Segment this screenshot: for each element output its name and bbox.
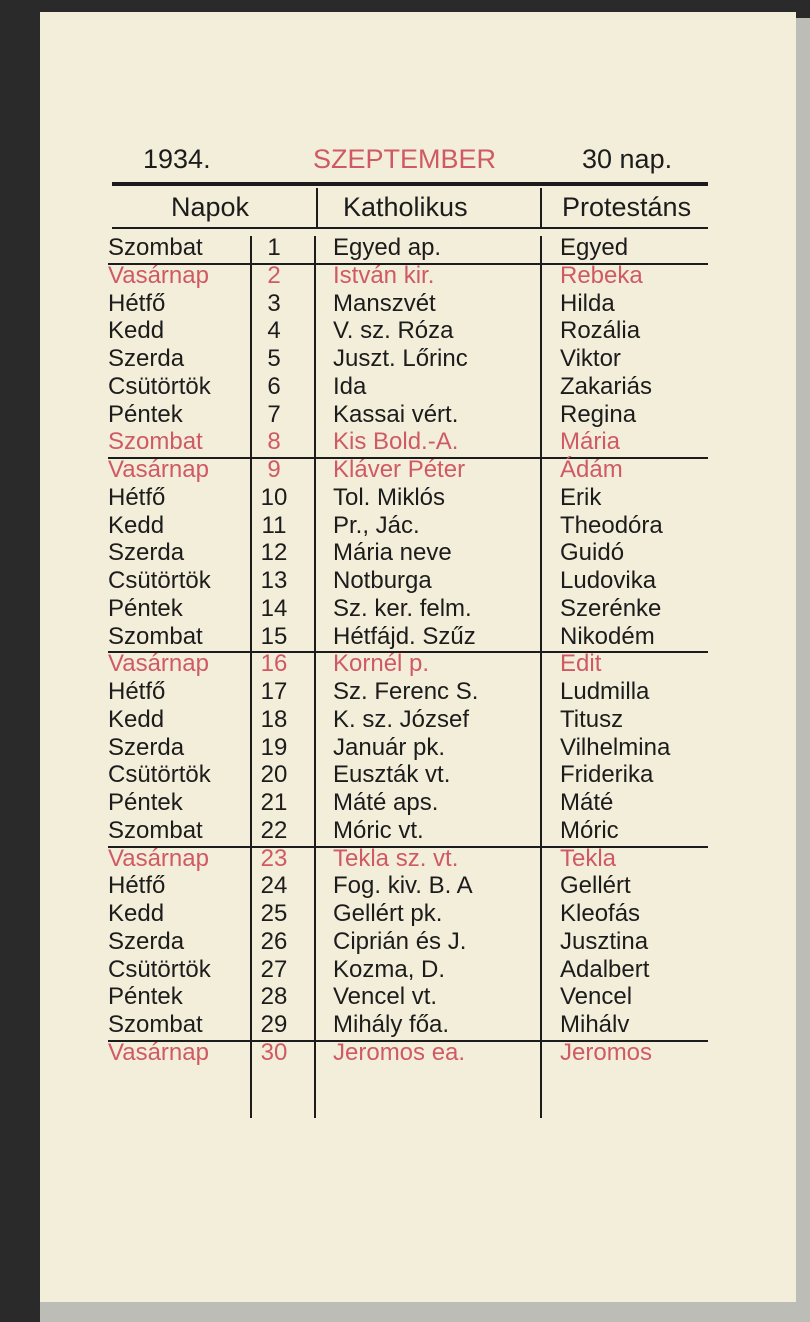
protestant-name: Friderika: [560, 761, 654, 788]
protestant-name: Tekla: [560, 845, 617, 872]
protestant-name: Máté: [560, 789, 614, 816]
table-row: [0, 456, 810, 484]
day-name: Kedd: [108, 512, 165, 539]
catholic-saint: Egyed ap.: [333, 234, 442, 261]
table-row: [0, 706, 810, 734]
table-row: [0, 373, 810, 401]
table-row: [0, 262, 810, 290]
day-number: 17: [260, 678, 288, 705]
protestant-name: Erik: [560, 484, 602, 511]
catholic-saint: Kis Bold.-A.: [333, 428, 459, 455]
day-name: Vasárnap: [108, 1039, 209, 1066]
protestant-name: Vencel: [560, 983, 633, 1010]
table-row: [0, 983, 810, 1011]
table-row: [0, 567, 810, 595]
catholic-saint: Euszták vt.: [333, 761, 451, 788]
day-number: 19: [260, 734, 288, 761]
table-row: [0, 317, 810, 345]
day-number: 28: [260, 983, 288, 1010]
table-row: [0, 345, 810, 373]
catholic-saint: Jeromos ea.: [333, 1039, 466, 1066]
day-name: Szombat: [108, 1011, 203, 1038]
day-number: 18: [260, 706, 288, 733]
catholic-saint: Pr., Jác.: [333, 512, 420, 539]
header-rule: [112, 182, 708, 186]
protestant-name: Rebeka: [560, 262, 643, 289]
day-number: 15: [260, 623, 288, 650]
day-number: 11: [261, 512, 287, 539]
day-number: 27: [260, 956, 288, 983]
protestant-name: Rozália: [560, 317, 641, 344]
day-name: Kedd: [108, 900, 165, 927]
month-title: SZEPTEMBER: [313, 144, 497, 174]
day-number: 9: [267, 456, 281, 483]
protestant-name: Ádám: [560, 456, 623, 483]
day-name: Szombat: [108, 623, 203, 650]
day-name: Szerda: [108, 539, 185, 566]
day-number: 16: [260, 650, 288, 677]
day-name: Csütörtök: [108, 761, 211, 788]
catholic-saint: Kornél p.: [333, 650, 430, 677]
protestant-name: Kleofás: [560, 900, 641, 927]
day-name: Vasárnap: [108, 650, 209, 677]
day-name: Hétfő: [108, 484, 166, 511]
table-row: [0, 539, 810, 567]
day-number: 5: [267, 345, 281, 372]
table-row: [0, 512, 810, 540]
day-name: Szombat: [108, 817, 203, 844]
day-name: Csütörtök: [108, 373, 211, 400]
catholic-saint: Máté aps.: [333, 789, 439, 816]
protestant-name: Titusz: [560, 706, 624, 733]
catholic-saint: Gellért pk.: [333, 900, 443, 927]
header-divider-1: [316, 188, 318, 228]
table-row: [0, 1011, 810, 1039]
table-row: [0, 595, 810, 623]
catholic-saint: Ida: [333, 373, 367, 400]
day-name: Szombat: [108, 428, 203, 455]
day-name: Péntek: [108, 983, 183, 1010]
day-name: Hétfő: [108, 290, 166, 317]
protestant-name: Jusztina: [560, 928, 649, 955]
day-number: 25: [260, 900, 288, 927]
catholic-saint: Móric vt.: [333, 817, 424, 844]
catholic-saint: Sz. Ferenc S.: [333, 678, 479, 705]
table-row: [0, 428, 810, 456]
day-number: 6: [267, 373, 281, 400]
protestant-name: Nikodém: [560, 623, 655, 650]
day-number: 30: [260, 1039, 288, 1066]
day-name: Szerda: [108, 734, 185, 761]
protestant-name: Vilhelmina: [560, 734, 671, 761]
table-row: [0, 678, 810, 706]
table-row: [0, 623, 810, 651]
protestant-name: Egyed: [560, 234, 629, 261]
day-number: 1: [267, 234, 281, 261]
day-name: Péntek: [108, 401, 183, 428]
day-number: 2: [267, 262, 281, 289]
protestant-name: Ludovika: [560, 567, 657, 594]
column-header-catholic: Katholikus: [343, 192, 468, 222]
protestant-name: Regina: [560, 401, 637, 428]
page-edge-bottom: [40, 1302, 810, 1322]
column-header-protestant: Protestáns: [562, 192, 692, 222]
day-name: Csütörtök: [108, 567, 211, 594]
day-name: Vasárnap: [108, 845, 209, 872]
catholic-saint: Fog. kiv. B. A: [333, 872, 473, 899]
protestant-name: Edit: [560, 650, 602, 677]
table-row: [0, 234, 810, 262]
catholic-saint: Mária neve: [333, 539, 452, 566]
catholic-saint: Mihály főa.: [333, 1011, 450, 1038]
day-number: 14: [260, 595, 288, 622]
protestant-name: Szerénke: [560, 595, 662, 622]
protestant-name: Ludmilla: [560, 678, 650, 705]
table-row: [0, 956, 810, 984]
column-header-days: Napok: [171, 192, 250, 222]
catholic-saint: Január pk.: [333, 734, 446, 761]
catholic-saint: K. sz. József: [333, 706, 470, 733]
catholic-saint: Sz. ker. felm.: [333, 595, 472, 622]
day-name: Péntek: [108, 595, 183, 622]
protestant-name: Zakariás: [560, 373, 653, 400]
table-row: [0, 817, 810, 845]
day-number: 4: [267, 317, 281, 344]
protestant-name: Gellért: [560, 872, 631, 899]
table-row: [0, 900, 810, 928]
table-row: [0, 928, 810, 956]
catholic-saint: Notburga: [333, 567, 432, 594]
protestant-name: Viktor: [560, 345, 621, 372]
catholic-saint: Hétfájd. Szűz: [333, 623, 476, 650]
day-name: Péntek: [108, 789, 183, 816]
year-label: 1934.: [143, 144, 211, 174]
days-count-label: 30 nap.: [582, 144, 673, 174]
protestant-name: Adalbert: [560, 956, 650, 983]
day-name: Vasárnap: [108, 456, 209, 483]
table-row: [0, 290, 810, 318]
day-number: 7: [267, 401, 281, 428]
table-row: [0, 872, 810, 900]
catholic-saint: Kláver Péter: [333, 456, 466, 483]
catholic-saint: Tol. Miklós: [333, 484, 446, 511]
day-number: 24: [260, 872, 288, 899]
catholic-saint: Manszvét: [333, 290, 436, 317]
day-number: 12: [260, 539, 288, 566]
day-name: Kedd: [108, 317, 165, 344]
protestant-name: Mária: [560, 428, 621, 455]
table-row: [0, 484, 810, 512]
column-header-rule: [112, 227, 708, 229]
table-row: [0, 845, 810, 873]
protestant-name: Guidó: [560, 539, 625, 566]
day-number: 22: [260, 817, 288, 844]
catholic-saint: Kozma, D.: [333, 956, 446, 983]
table-row: [0, 789, 810, 817]
day-number: 29: [260, 1011, 288, 1038]
day-name: Szombat: [108, 234, 203, 261]
day-number: 10: [260, 484, 288, 511]
catholic-saint: István kir.: [333, 262, 435, 289]
day-number: 26: [260, 928, 288, 955]
table-row: [0, 761, 810, 789]
protestant-name: Theodóra: [560, 512, 663, 539]
catholic-saint: Ciprián és J.: [333, 928, 467, 955]
day-name: Csütörtök: [108, 956, 211, 983]
day-number: 21: [260, 789, 288, 816]
table-row: [0, 734, 810, 762]
catholic-saint: Vencel vt.: [333, 983, 438, 1010]
header-divider-2: [540, 188, 542, 228]
day-name: Hétfő: [108, 678, 166, 705]
table-row: [0, 650, 810, 678]
table-row: [0, 1039, 810, 1067]
day-name: Vasárnap: [108, 262, 209, 289]
catholic-saint: Kassai vért.: [333, 401, 459, 428]
protestant-name: Jeromos: [560, 1039, 653, 1066]
day-name: Hétfő: [108, 872, 166, 899]
day-number: 8: [267, 428, 281, 455]
table-row: [0, 401, 810, 429]
day-name: Szerda: [108, 345, 185, 372]
catholic-saint: Juszt. Lőrinc: [333, 345, 468, 372]
day-name: Szerda: [108, 928, 185, 955]
protestant-name: Mihálv: [560, 1011, 630, 1038]
catholic-saint: V. sz. Róza: [333, 317, 454, 344]
protestant-name: Móric: [560, 817, 619, 844]
protestant-name: Hilda: [560, 290, 615, 317]
day-number: 20: [260, 761, 288, 788]
day-number: 13: [260, 567, 288, 594]
day-name: Kedd: [108, 706, 165, 733]
day-number: 3: [267, 290, 281, 317]
catholic-saint: Tekla sz. vt.: [333, 845, 459, 872]
day-number: 23: [260, 845, 288, 872]
